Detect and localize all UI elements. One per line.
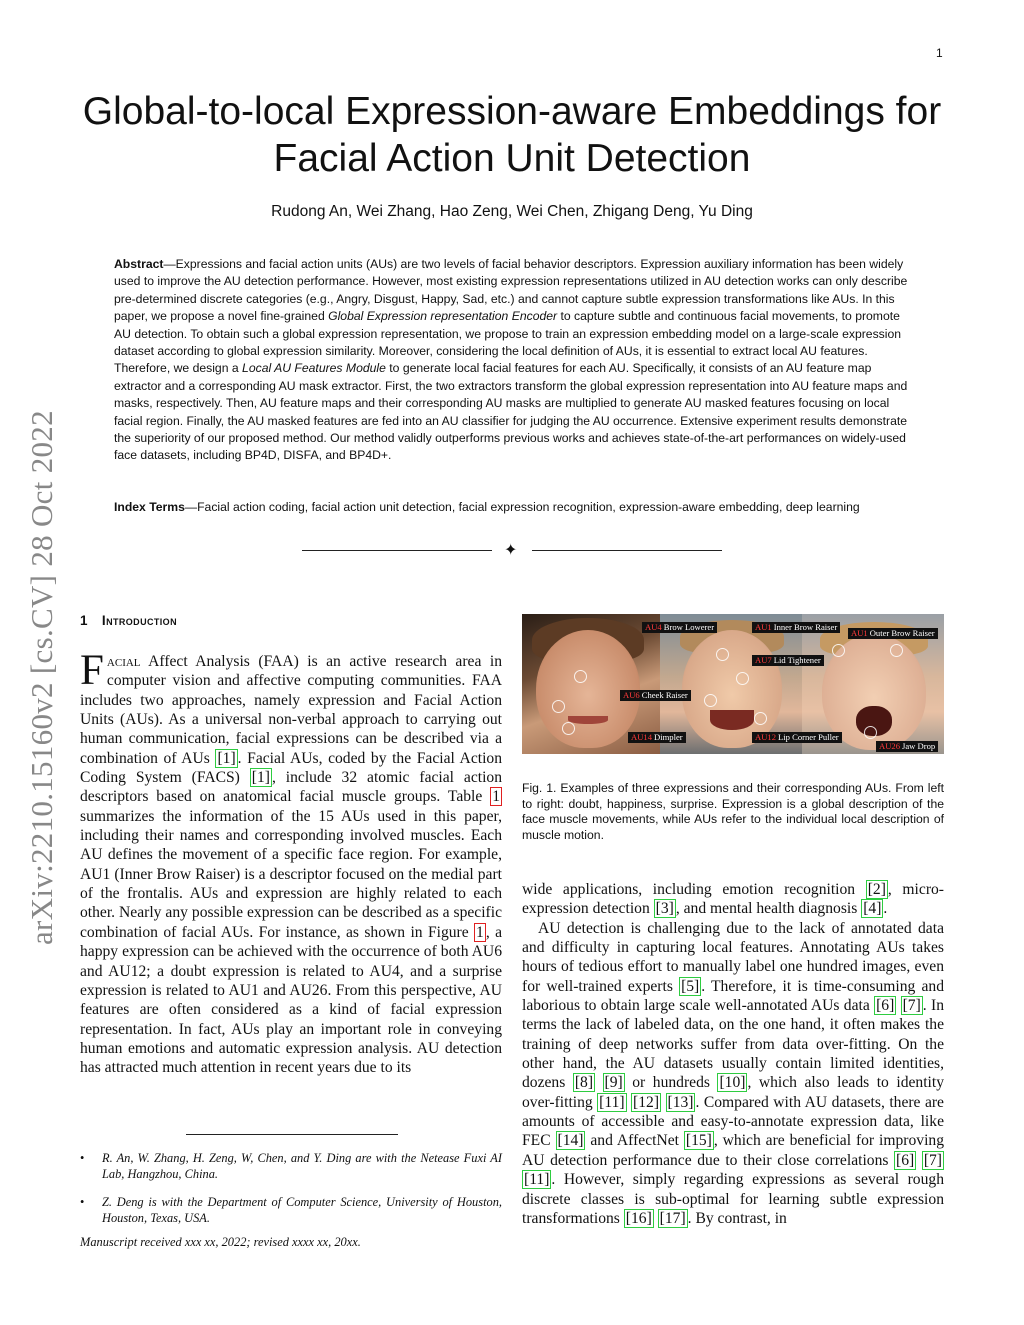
divider-diamond-icon: ✦ — [504, 540, 518, 559]
manuscript-note: Manuscript received xxx xx, 2022; revised xxxx xx, 20xx. — [80, 1235, 361, 1249]
au-label: AU7 Lid Tightener — [752, 655, 824, 666]
au-label: AU26 Jaw Drop — [876, 741, 938, 752]
index-terms-label: Index Terms — [114, 500, 185, 514]
intro-paragraph — [80, 647, 502, 1078]
abstract — [114, 256, 910, 465]
citation-link[interactable]: [14] — [557, 1132, 584, 1150]
section-title: Introduction — [101, 613, 177, 628]
citation-link[interactable]: [1] — [217, 749, 236, 767]
citation-link[interactable]: [12] — [633, 1093, 660, 1111]
au-label: AU6 Cheek Raiser — [620, 690, 691, 701]
intro-text: summarizes the information of the 15 AUs used in this paper, including their names and corresponding involved muscles. Each AU defines the movement of a specific face region. For example, AU1 (Inner Brow Raiser) is a descriptor focused on the medial part of the frontalis. AUs and expression are highly related to each other. Nearly any possible expression can be described as a specific combination of facial AUs. For instance, as shown in Figure — [80, 807, 502, 941]
table-link[interactable]: 1 — [492, 788, 500, 806]
drop-cap: F — [80, 647, 104, 694]
citation-link[interactable]: [16] — [625, 1209, 652, 1227]
index-terms — [114, 499, 910, 516]
citation-link[interactable]: [6] — [896, 1151, 915, 1169]
intro-text: , include 32 atomic facial action descriptors based on anatomical facial muscle groups. Table — [80, 769, 502, 806]
citation-link[interactable]: [7] — [923, 1151, 942, 1169]
figure-caption: Fig. 1. Examples of three expressions and their corresponding AUs. From left to right: doubt, happiness, surprise. Expression is a global description of the face muscle movements, while AUs refer to the individual local description of muscle motion. — [522, 781, 944, 842]
left-column — [80, 647, 502, 1078]
citation-link[interactable]: [7] — [902, 997, 921, 1015]
divider-line — [532, 550, 722, 551]
intro-text: , a happy expression can be achieved with the occurrence of both AU6 and AU12; a doubt expression is related to AU4, and a surprise expression is related to AU1 and AU26. From this perspective, AU features are often considered as a kind of facial expression representation. In fact, AUs play an important role in conveying human emotions and automatic expression analysis. AU detection has attracted much attention in recent years due to its — [80, 923, 502, 1077]
abstract-text: to generate local facial features for each AU. Specifically, it consists of an AU feature map extractor and a corresponding AU mask extractor. First, the two extractors transform the global expression representation into AU feature maps and masks, respectively. Then, AU feature maps and their corresponding AU masks are multiplied to generate AU masked features focusing on local facial region. Finally, the AU masked features are fed into an AU classifier for judging the AU occurrence. Extensive experiment results demonstrate the superiority of our proposed method. Our method validly outperforms previous works and achieves state-of-the-art performances on widely-used face datasets, including BP4D, DISFA, and BP4D+. — [114, 361, 908, 463]
section-heading — [80, 613, 177, 628]
arxiv-stamp: arXiv:2210.15160v2 [cs.CV] 28 Oct 2022 — [24, 410, 59, 945]
intro-text: . Facial AUs, coded by the Facial Action Coding System (FACS) — [80, 749, 502, 787]
abstract-text: to capture subtle and continuous facial movements, to promote AU detection. To obtain such a global expression representation, we propose to train an expression embedding model on a large-scale expression dataset according to global expression similarity. Moreover, considering the local definition of AUs, it is essential to extract local AU features. Therefore, we design a — [114, 309, 902, 376]
paper-title: Global-to-local Expression-aware Embeddings for Facial Action Unit Detection — [82, 90, 942, 180]
body-paragraph: AU detection is challenging due to the lack of annotated data and difficulty in capturing local features. Annotating AUs takes hours of tedious effort to manually label one hundred images, even for well-trained experts [5] . Therefore, it is time-consuming and laborious to obtain large scale well-annotated AUs data [6] [7] . In terms the lack of labeled data, on the one hand, it often makes the training of deep networks suffer from data over-fitting. On the other hand, the AU datasets usually contain limited identities, dozens [8] [9] or hundreds [10] , which also leads to identity over-fitting [11] [12] [13] . Compared with AU datasets, there are amounts of accessible and easy-to-annotate expression data, like FEC [14] and AffectNet [15] , which are beneficial for improving AU detection performance due to their close correlations [6] [7] [11] . However, simply regarding expressions as several rough discrete classes is sub-optimal for learning subtle expression transformations [16] [17] . By contrast, in — [522, 919, 945, 1227]
intro-smallcaps: acial — [106, 653, 141, 670]
page-number: 1 — [936, 46, 943, 60]
section-number: 1 — [80, 613, 88, 628]
footnote-affiliation-2: • Z. Deng is with the Department of Computer Science, University of Houston, Houston, Texas, USA. — [80, 1195, 502, 1225]
divider-line — [302, 550, 492, 551]
citation-link[interactable]: [17] — [659, 1209, 686, 1227]
citation-link[interactable]: [8] — [574, 1074, 594, 1092]
abstract-emph: Local AU Features Module — [242, 361, 386, 376]
au-label: AU1 Inner Brow Raiser — [752, 622, 840, 633]
intro-text: Affect Analysis (FAA) is an active research area in computer vision and affective computing communities. FAA includes two approaches, namely expression and Facial Action Units (AUs). As a universal non-verbal approach to carrying out human communication, facial expressions can be described via a combination of AUs — [80, 653, 502, 767]
citation-link[interactable]: [5] — [681, 977, 700, 995]
right-column — [522, 880, 944, 1228]
citation-link[interactable]: [10] — [719, 1074, 746, 1092]
citation-link[interactable]: [11] — [599, 1093, 625, 1111]
citation-link[interactable]: [3] — [655, 900, 674, 918]
citation-link[interactable]: [15] — [685, 1132, 712, 1150]
footnote-rule — [186, 1134, 398, 1135]
au-label: AU1 Outer Brow Raiser — [848, 628, 938, 639]
citation-link[interactable]: [1] — [251, 769, 270, 787]
abstract-emph: Global Expression representation Encoder — [328, 309, 558, 324]
citation-link[interactable]: [13] — [667, 1093, 694, 1111]
figure-link[interactable]: 1 — [476, 923, 484, 941]
au-label: AU12 Lip Corner Puller — [752, 732, 842, 743]
index-terms-text: —Facial action coding, facial action unit detection, facial expression recognition, expression-aware embedding, deep learning — [184, 500, 860, 514]
abstract-label: Abstract — [114, 257, 164, 271]
citation-link[interactable]: [6] — [876, 997, 895, 1015]
abstract-text: —Expressions and facial action units (AUs) are two levels of facial behavior descriptors. Expression auxiliary information has been widely used to improve the AU detection performance. However, most existing expression representations utilized in AU detection works can only describe pre-determined discrete categories (e.g., Angry, Disgust, Happy, Sad, etc.) and cannot capture subtle expression transformations like AUs. In this paper, we propose a novel fine-grained — [114, 257, 908, 324]
au-label: AU4 Brow Lowerer — [642, 622, 717, 633]
figure-1-image — [522, 614, 944, 754]
citation-link[interactable]: [4] — [863, 900, 882, 918]
bullet-icon: • — [80, 1151, 85, 1165]
citation-link[interactable]: [2] — [867, 881, 886, 898]
author-list: Rudong An, Wei Zhang, Hao Zeng, Wei Chen, Zhigang Deng, Yu Ding — [271, 203, 753, 220]
au-label: AU14 Dimpler — [628, 732, 686, 743]
citation-link[interactable]: [9] — [604, 1074, 623, 1092]
body-paragraph: wide applications, including emotion recognition [2] , micro-expression detection [3] , and mental health diagnosis [4] . — [522, 881, 944, 918]
bullet-icon: • — [80, 1195, 85, 1209]
footnote-affiliation-1: • R. An, W. Zhang, H. Zeng, W, Chen, and Y. Ding are with the Netease Fuxi AI Lab, Hangzhou, China. — [80, 1151, 502, 1181]
citation-link[interactable]: [11] — [524, 1171, 550, 1189]
